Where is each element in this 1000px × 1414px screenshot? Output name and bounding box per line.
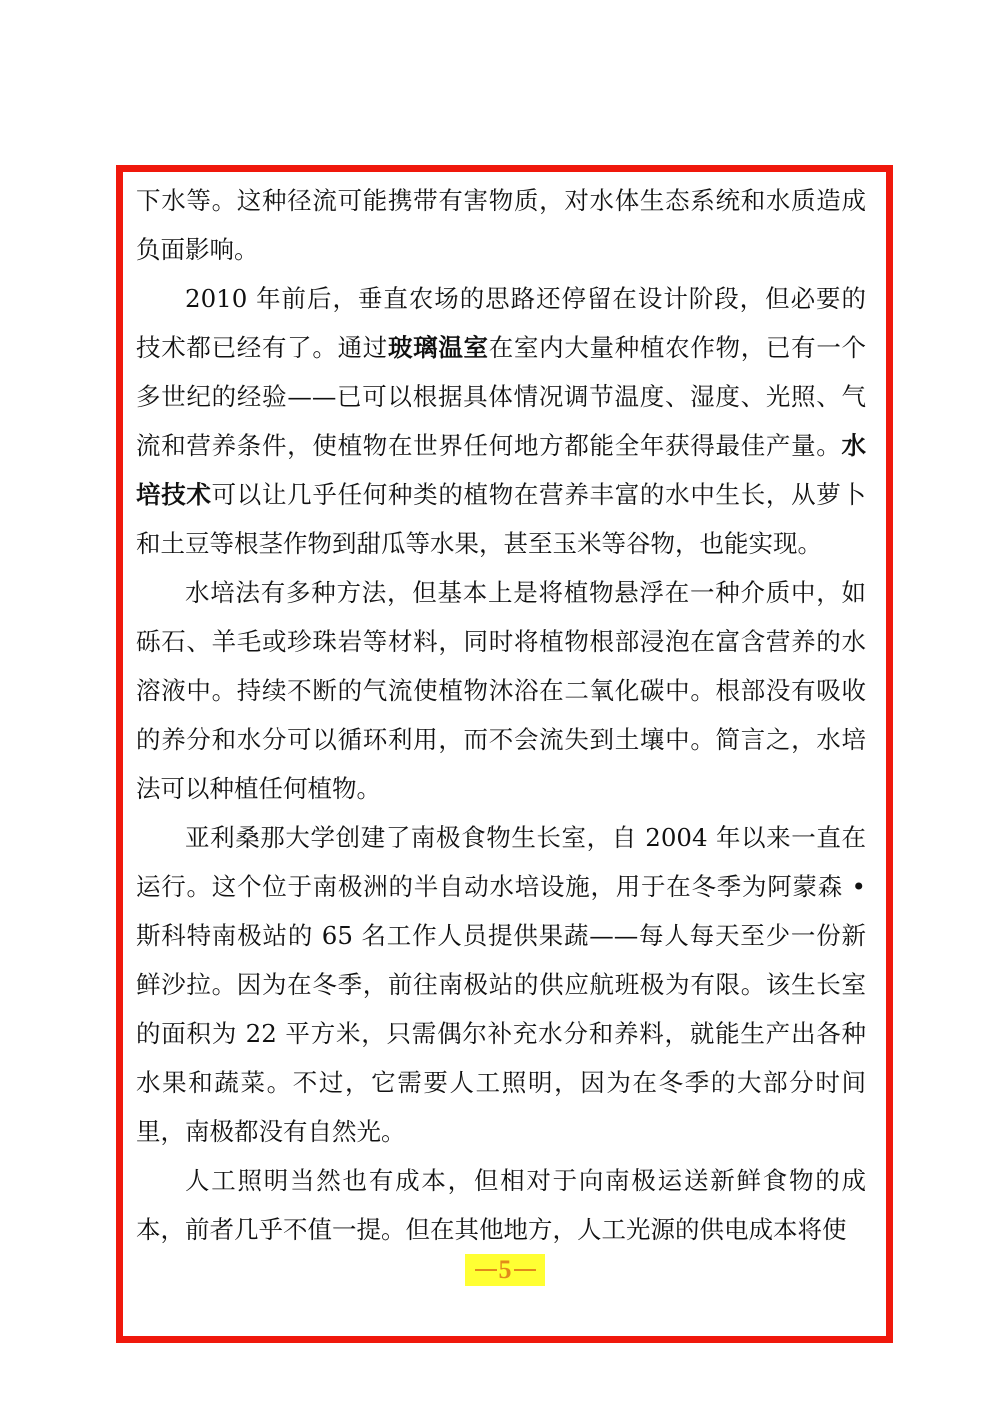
paragraph-text: 人工照明当然也有成本，但相对于向南极运送新鲜食物的成本，前者几乎不值一提。但在其他地方，人工光源的供电成本将使 — [136, 1166, 866, 1244]
paragraph-text: 下水等。这种径流可能携带有害物质，对水体生态系统和水质造成负面影响。 — [136, 186, 866, 264]
page-number: 5 — [498, 1255, 512, 1284]
page-number-badge — [465, 1254, 545, 1286]
paragraph — [136, 813, 866, 1156]
dash-left — [475, 1269, 497, 1271]
body-text — [136, 176, 866, 1254]
paragraph-text: 可以让几乎任何种类的植物在营养丰富的水中生长，从萝卜和土豆等根茎作物到甜瓜等水果，甚至玉米等谷物，也能实现。 — [136, 480, 867, 558]
paragraph-text: 亚利桑那大学创建了南极食物生长室，自 2004 年以来一直在运行。这个位于南极洲的半自动水培设施，用于在冬季为阿蒙森 •斯科特南极站的 65 名工作人员提供果蔬——每人每天至少一份新鲜沙拉。因为在冬季，前往南极站的供应航班极为有限。该生长室的面积为 22 平方米，只需偶尔补充水分和养料，就能生产出各种水果和蔬菜。不过，它需要人工照明，因为在冬季的大部分时间里，南极都没有自然光。 — [136, 823, 866, 1146]
paragraph-text: 在室内大量种植农作物，已有一个多世纪的经验——已可以根据具体情况调节温度、湿度、光照、气流和营养条件，使植物在世界任何地方都能全年获得最佳产量。 — [136, 333, 867, 460]
paragraph — [136, 1156, 866, 1254]
paragraph — [136, 176, 866, 274]
paragraph-text: 2010 年前后，垂直农场的思路还停留在设计阶段，但必要的技术都已经有了。通过 — [136, 284, 866, 362]
bold-term-hydroponics: 水培技术 — [136, 431, 866, 509]
paragraph — [136, 568, 866, 813]
paragraph — [136, 274, 866, 568]
paragraph-text: 水培法有多种方法，但基本上是将植物悬浮在一种介质中，如砾石、羊毛或珍珠岩等材料，同时将植物根部浸泡在富含营养的水溶液中。持续不断的气流使植物沐浴在二氧化碳中。根部没有吸收的养分和水分可以循环利用，而不会流失到土壤中。简言之，水培法可以种植任何植物。 — [136, 578, 866, 803]
bold-term-glass-greenhouse: 玻璃温室 — [387, 333, 489, 362]
dash-right — [514, 1269, 536, 1271]
